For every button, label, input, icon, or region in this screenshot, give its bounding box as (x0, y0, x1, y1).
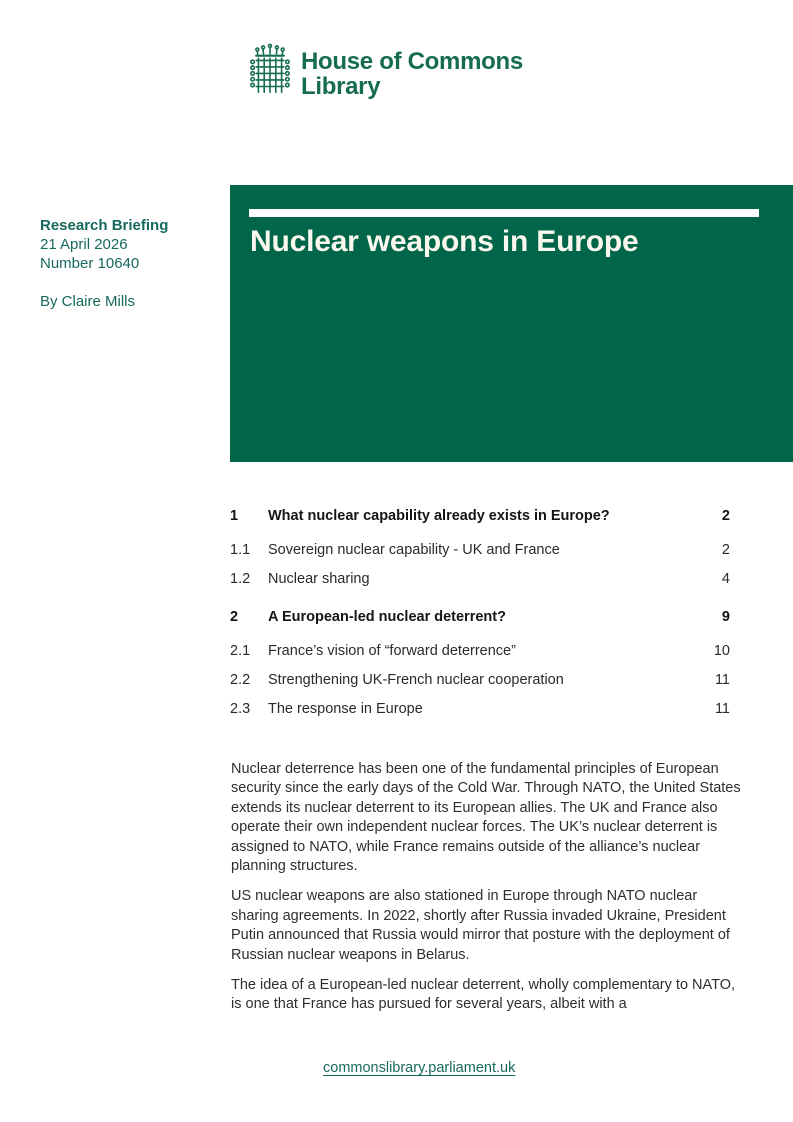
toc-page: 2 (721, 542, 730, 558)
toc-title[interactable]: Sovereign nuclear capability - UK and France (268, 542, 560, 558)
toc-page: 11 (714, 672, 730, 688)
briefing-date: 21 April 2026 (40, 236, 128, 253)
briefing-meta (40, 216, 220, 311)
body-paragraph: The idea of a European-led nuclear deterrent, wholly complementary to NATO, is one that France has pursued for several years, albeit with a (231, 977, 736, 1013)
toc-number: 2 (230, 609, 239, 625)
toc-title[interactable]: What nuclear capability already exists in Europe? (268, 508, 610, 524)
toc-row[interactable] (230, 571, 730, 588)
briefing-author: By Claire Mills (40, 293, 136, 310)
logo-text-line2: Library (301, 73, 381, 100)
toc-row[interactable] (230, 542, 730, 559)
toc-row[interactable] (230, 508, 730, 525)
body-text (231, 760, 741, 1026)
toc-title[interactable]: Strengthening UK-French nuclear cooperation (268, 672, 564, 688)
toc-page: 9 (721, 609, 730, 625)
table-of-contents (230, 508, 730, 730)
toc-number: 1.1 (230, 542, 251, 558)
toc-title[interactable]: A European-led nuclear deterrent? (268, 609, 506, 625)
toc-number: 2.3 (230, 701, 251, 717)
toc-row[interactable] (230, 609, 730, 626)
toc-row[interactable] (230, 643, 730, 660)
page-title: Nuclear weapons in Europe (250, 225, 639, 258)
toc-page: 2 (721, 508, 730, 524)
logo-text-line1: House of Commons (301, 48, 523, 75)
toc-number: 1 (230, 508, 239, 524)
title-banner (230, 185, 793, 462)
toc-page: 4 (721, 571, 730, 587)
briefing-type-label: Research Briefing (40, 217, 169, 234)
briefing-number: Number 10640 (40, 255, 140, 272)
toc-page: 11 (714, 701, 730, 717)
toc-number: 1.2 (230, 571, 251, 587)
footer-link[interactable]: commonslibrary.parliament.uk (323, 1060, 516, 1076)
toc-title[interactable]: Nuclear sharing (268, 571, 370, 587)
body-paragraph: Nuclear deterrence has been one of the fundamental principles of European security since the early days of the Cold War. Through NATO, the United States extends its nuclear deterrent to its European allies. The UK and France also operate their own independent nuclear forces. The UK’s nuclear deterrent is assigned to NATO, while France remains outside of the alliance’s nuclear planning structures. (231, 761, 741, 875)
toc-title[interactable]: The response in Europe (268, 701, 423, 717)
logo-text (301, 42, 523, 99)
toc-row[interactable] (230, 672, 730, 689)
toc-number: 2.1 (230, 643, 251, 659)
banner-rule (249, 209, 759, 217)
portcullis-crown-icon (248, 43, 292, 101)
toc-number: 2.2 (230, 672, 251, 688)
hoc-library-logo (248, 42, 523, 101)
body-paragraph: US nuclear weapons are also stationed in Europe through NATO nuclear sharing agreements. In 2022, shortly after Russia invaded Ukraine, President Putin announced that Russia would mirror that posture with the deployment of Russian nuclear weapons in Belarus. (231, 888, 730, 963)
toc-row[interactable] (230, 701, 730, 718)
toc-page: 10 (713, 643, 730, 659)
toc-title[interactable]: France’s vision of “forward deterrence” (268, 643, 516, 659)
